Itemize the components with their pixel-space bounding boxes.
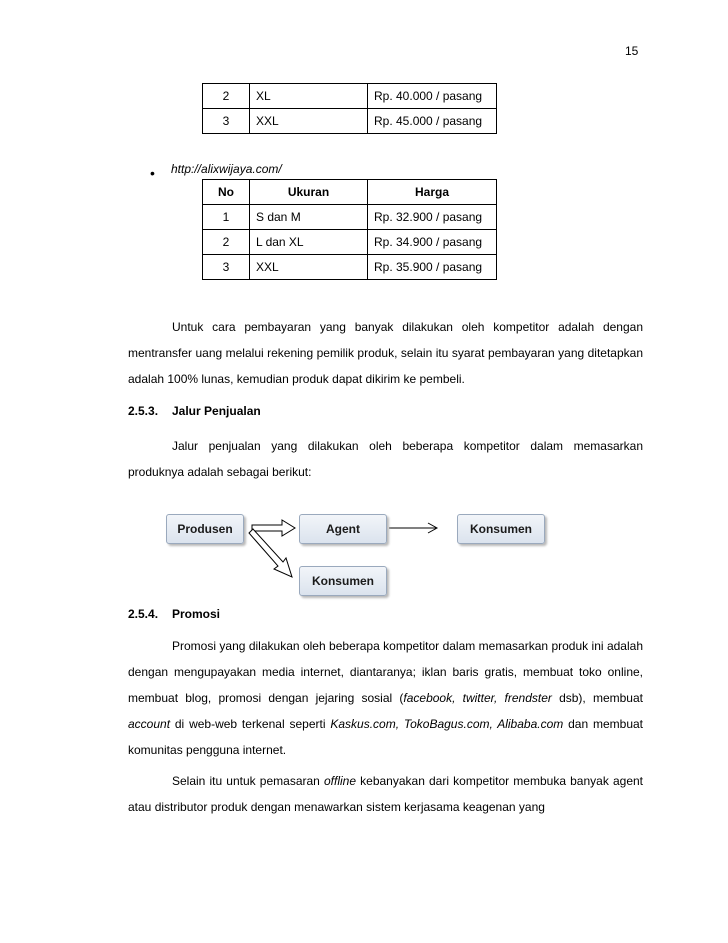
text-italic-sites: Kaskus.com, TokoBagus.com, Alibaba.com [330, 717, 564, 731]
text-segment: Promosi yang dilakukan oleh beberapa kompetitor dalam memasarkan produk ini adalah dengan mengupayakan media internet, diantaranya; iklan baris gratis, membuat toko online, membuat blog, promosi dengan jejaring sosial ( [128, 639, 643, 705]
section-title: Promosi [172, 607, 221, 621]
paragraph-offline [128, 768, 643, 820]
header-harga: Harga [368, 180, 497, 205]
section-heading-promosi [128, 607, 220, 621]
table-cell-ukuran: XL [250, 84, 368, 109]
section-title: Jalur Penjualan [172, 404, 261, 418]
table-cell-no: 2 [203, 84, 250, 109]
page-number: 15 [625, 44, 639, 58]
diagram-node-produsen: Produsen [166, 514, 244, 544]
arrow-produsen-konsumen [249, 529, 292, 577]
table-cell-ukuran: S dan M [250, 205, 368, 230]
table-cell-harga: Rp. 35.900 / pasang [368, 255, 497, 280]
table-cell-harga: Rp. 32.900 / pasang [368, 205, 497, 230]
text-italic-account: account [128, 717, 171, 731]
diagram-node-agent: Agent [299, 514, 387, 544]
diagram-node-konsumen: Konsumen [457, 514, 545, 544]
text-italic-offline: offline [323, 774, 357, 788]
header-ukuran: Ukuran [250, 180, 368, 205]
paragraph-jalur: Jalur penjualan yang dilakukan oleh beberapa kompetitor dalam memasarkan produknya adalah sebagai berikut: [128, 439, 643, 479]
diagram-node-konsumen: Konsumen [299, 566, 387, 596]
table-cell-no: 3 [203, 109, 250, 134]
text-segment: di web-web terkenal seperti [170, 717, 331, 731]
text-italic-social: facebook, twitter, frendster [403, 691, 552, 705]
table-cell-no: 2 [203, 230, 250, 255]
section-number: 2.5.3. [128, 404, 159, 418]
table-cell-harga: Rp. 40.000 / pasang [368, 84, 497, 109]
bullet-dot-icon: • [150, 165, 155, 181]
text-segment: dan membuat komunitas pengguna internet. [128, 717, 644, 757]
table-cell-harga: Rp. 45.000 / pasang [368, 109, 497, 134]
table-cell-ukuran: XXL [250, 109, 368, 134]
table-cell-no: 1 [203, 205, 250, 230]
header-no: No [203, 180, 250, 205]
text-segment: dsb), membuat [551, 691, 643, 705]
text-segment: Selain itu untuk pemasaran [172, 774, 324, 788]
text-segment: kebanyakan dari kompetitor membuka banyak agent atau distributor produk dengan menawarkan sistem kerjasama keagenan yang [128, 774, 643, 814]
paragraph-pembayaran: Untuk cara pembayaran yang banyak dilakukan oleh kompetitor adalah dengan mentransfer uang melalui rekening pemilik produk, selain itu syarat pembayaran yang ditetapkan adalah 100% lunas, kemudian produk dapat dikirim ke pembeli. [128, 320, 643, 386]
arrow-produsen-agent [252, 520, 295, 536]
table-cell-harga: Rp. 34.900 / pasang [368, 230, 497, 255]
bullet-url-text: http://alixwijaya.com/ [171, 162, 282, 176]
table-cell-no: 3 [203, 255, 250, 280]
section-number: 2.5.4. [128, 607, 159, 621]
paragraph-promosi [128, 633, 643, 763]
table-cell-ukuran: L dan XL [250, 230, 368, 255]
table-cell-ukuran: XXL [250, 255, 368, 280]
